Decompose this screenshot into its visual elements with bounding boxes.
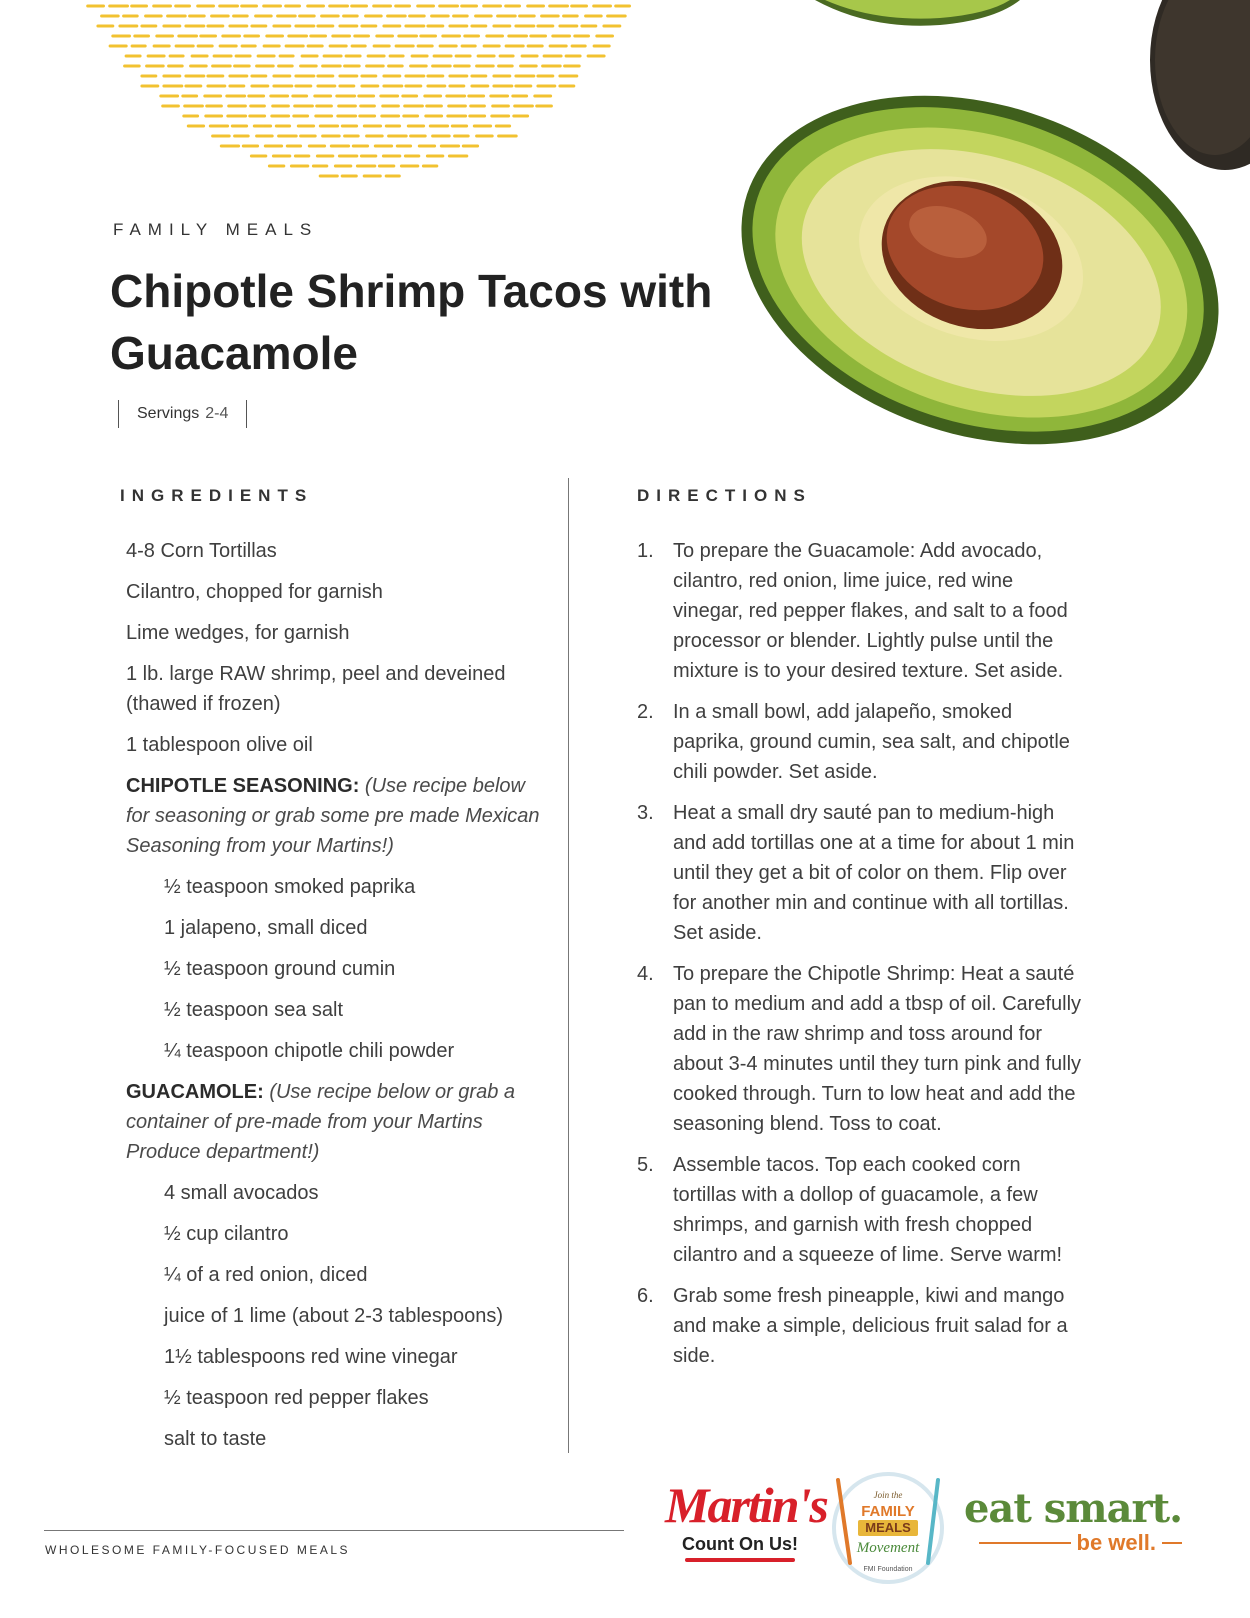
direction-step bbox=[637, 959, 1087, 1139]
guacamole-item: 1½ tablespoons red wine vinegar bbox=[164, 1346, 458, 1368]
step-number: 6. bbox=[637, 1285, 654, 1307]
guacamole-note: (Use recipe below or grab a container of pre-made from your Martins Produce department!) bbox=[126, 1081, 515, 1163]
seasoning-note: (Use recipe below for seasoning or grab some pre made Mexican Seasoning from your Martins!) bbox=[126, 775, 540, 857]
guacamole-item: 4 small avocados bbox=[164, 1182, 319, 1204]
be-well-rule-right bbox=[1162, 1542, 1182, 1544]
seasoning-group-heading bbox=[126, 771, 546, 861]
martins-logo-tagline: Count On Us! bbox=[682, 1534, 798, 1554]
eat-smart-logo bbox=[962, 1485, 1182, 1556]
guacamole-item: salt to taste bbox=[164, 1428, 267, 1450]
eyebrow-label: FAMILY MEALS bbox=[113, 220, 319, 239]
page-title: Chipotle Shrimp Tacos with Guacamole bbox=[110, 265, 713, 379]
martins-logo bbox=[665, 1477, 827, 1562]
step-text: To prepare the Guacamole: Add avocado, cilantro, red onion, lime juice, red wine vinegar, red pepper flakes, and salt to a food processor or blender. Lightly pulse until the mixture is to your desired texture. Set aside. bbox=[673, 540, 1068, 682]
direction-step bbox=[637, 798, 1087, 948]
ingredient-item: 1 lb. large RAW shrimp, peel and deveined (thawed if frozen) bbox=[126, 663, 506, 715]
ingredient-item: Lime wedges, for garnish bbox=[126, 622, 350, 644]
step-number: 3. bbox=[637, 802, 654, 824]
martins-logo-wordmark: Martin's bbox=[665, 1477, 827, 1533]
be-well-rule-left bbox=[979, 1542, 1071, 1544]
seasoning-label: CHIPOTLE SEASONING: bbox=[126, 775, 360, 797]
be-well-wordmark: be well. bbox=[1076, 1530, 1156, 1555]
step-number: 5. bbox=[637, 1154, 654, 1176]
step-text: In a small bowl, add jalapeño, smoked paprika, ground cumin, sea salt, and chipotle chili powder. Set aside. bbox=[673, 701, 1070, 783]
directions-heading: DIRECTIONS bbox=[637, 486, 812, 505]
step-text: To prepare the Chipotle Shrimp: Heat a sauté pan to medium and add a tbsp of oil. Carefully add in the raw shrimp and toss around for about 3-4 minutes until they turn pink and fully cooked through. Turn to low heat and add the seasoning blend. Toss to coat. bbox=[673, 963, 1082, 1135]
direction-step bbox=[637, 1281, 1087, 1371]
ingredient-item: 4-8 Corn Tortillas bbox=[126, 540, 277, 562]
servings-info bbox=[118, 400, 247, 428]
seasoning-item: 1 jalapeno, small diced bbox=[164, 917, 368, 939]
fmm-line3: MEALS bbox=[865, 1520, 911, 1535]
be-well-row bbox=[962, 1530, 1182, 1556]
martins-logo-swoosh bbox=[685, 1558, 795, 1562]
step-number: 2. bbox=[637, 701, 654, 723]
guacamole-label: GUACAMOLE: bbox=[126, 1081, 264, 1103]
direction-step bbox=[637, 1150, 1087, 1270]
ingredients-heading: INGREDIENTS bbox=[120, 486, 314, 505]
fmm-line5: FMI Foundation bbox=[863, 1566, 913, 1573]
column-divider bbox=[568, 478, 569, 1453]
step-text: Heat a small dry sauté pan to medium-high and add tortillas one at a time for about 1 min until they get a bit of color on them. Flip over for another min and continue with all tortillas. Set aside. bbox=[673, 802, 1075, 944]
guacamole-item: ½ cup cilantro bbox=[164, 1223, 289, 1245]
avocado-illustration bbox=[720, 0, 1250, 470]
fmm-line4: Movement bbox=[856, 1540, 920, 1556]
step-text: Grab some fresh pineapple, kiwi and mango and make a simple, delicious fruit salad for a side. bbox=[673, 1285, 1068, 1367]
fmm-line1: Join the bbox=[873, 1490, 903, 1500]
guacamole-item: ¼ of a red onion, diced bbox=[164, 1264, 368, 1286]
seasoning-item: ¼ teaspoon chipotle chili powder bbox=[164, 1040, 455, 1062]
footer-divider bbox=[44, 1530, 624, 1531]
direction-step bbox=[637, 697, 1087, 787]
seasoning-item: ½ teaspoon smoked paprika bbox=[164, 876, 416, 898]
family-meals-movement-logo bbox=[828, 1468, 948, 1588]
directions-list bbox=[637, 536, 1087, 1382]
guacamole-group-heading bbox=[126, 1077, 546, 1167]
step-number: 1. bbox=[637, 540, 654, 562]
ingredient-item: 1 tablespoon olive oil bbox=[126, 734, 313, 756]
guacamole-item: juice of 1 lime (about 2-3 tablespoons) bbox=[164, 1305, 504, 1327]
footer-tagline: WHOLESOME FAMILY-FOCUSED MEALS bbox=[45, 1543, 351, 1557]
ingredients-list bbox=[126, 536, 546, 1465]
servings-label: Servings bbox=[137, 405, 200, 422]
eat-smart-wordmark: eat smart. bbox=[963, 1485, 1182, 1532]
servings-value: 2-4 bbox=[205, 405, 229, 422]
seasoning-item: ½ teaspoon sea salt bbox=[164, 999, 344, 1021]
fmm-line2: FAMILY bbox=[861, 1503, 915, 1520]
step-text: Assemble tacos. Top each cooked corn tortillas with a dollop of guacamole, a few shrimps, and garnish with fresh chopped cilantro and a squeeze of lime. Serve warm! bbox=[673, 1154, 1063, 1266]
ingredient-item: Cilantro, chopped for garnish bbox=[126, 581, 383, 603]
guacamole-item: ½ teaspoon red pepper flakes bbox=[164, 1387, 429, 1409]
seasoning-item: ½ teaspoon ground cumin bbox=[164, 958, 396, 980]
direction-step bbox=[637, 536, 1087, 686]
decorative-dash-pattern bbox=[70, 0, 670, 190]
step-number: 4. bbox=[637, 963, 654, 985]
